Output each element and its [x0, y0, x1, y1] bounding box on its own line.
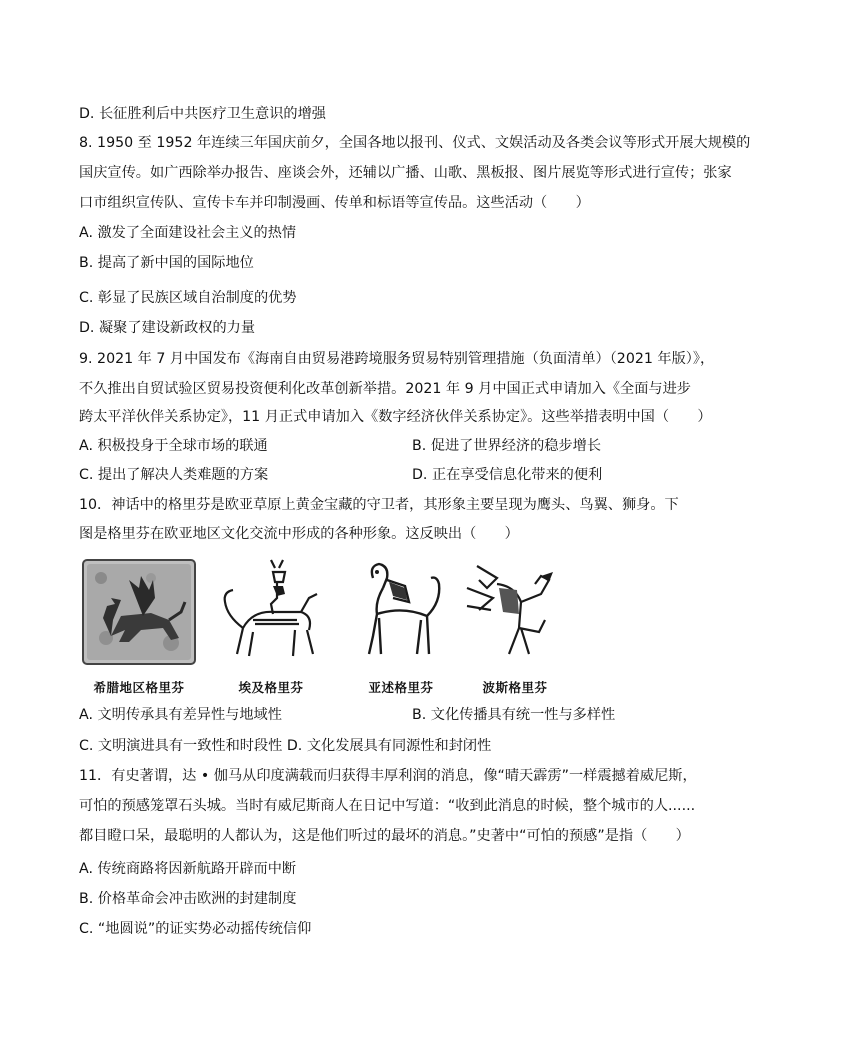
q7-option-d: D. 长征胜利后中共医疗卫生意识的增强 — [79, 106, 326, 122]
q8-stem-line-1: 8. 1950 至 1952 年连续三年国庆前夕，全国各地以报刊、仪式、文娱活动及各类会议等形式开展大规模的 — [79, 135, 751, 151]
q11-stem-line-3: 都目瞪口呆，最聪明的人都认为，这是他们听过的最坏的消息。”史著中“可怕的预感”是指（ ） — [79, 828, 690, 844]
q10-option-a: A. 文明传承具有差异性与地域性 — [79, 707, 282, 723]
q10-option-c-d: C. 文明演进具有一致性和时段性 D. 文化发展具有同源性和封闭性 — [79, 738, 492, 754]
q8-option-a: A. 激发了全面建设社会主义的热情 — [79, 225, 297, 241]
persian-griffin — [457, 558, 587, 698]
egyptian-griffin — [213, 558, 343, 698]
q9-stem-line-2: 不久推出自贸试验区贸易投资便利化改革创新举措。2021 年 9 月中国正式申请加入《全面与进步 — [79, 381, 691, 397]
q8-option-d: D. 凝聚了建设新政权的力量 — [79, 320, 256, 336]
q11-stem-line-1: 11．有史著谓，达 • 伽马从印度满载而归获得丰厚利润的消息，像“晴天霹雳”一样震撼着威尼斯， — [79, 768, 697, 784]
q11-stem-line-2: 可怕的预感笼罩石头城。当时有威尼斯商人在日记中写道：“收到此消息的时候，整个城市的人...... — [79, 798, 696, 814]
q10-option-b: B. 文化传播具有统一性与多样性 — [412, 707, 616, 723]
greek-griffin — [81, 558, 211, 698]
q8-option-c: C. 彰显了民族区域自治制度的优势 — [79, 290, 297, 306]
q8-stem-line-2: 国庆宣传。如广西除举办报告、座谈会外，还辅以广播、山歌、黑板报、图片展览等形式进行宣传；张家 — [79, 165, 732, 181]
q10-stem-line-1: 10．神话中的格里芬是欧亚草原上黄金宝藏的守卫者，其形象主要呈现为鹰头、鸟翼、狮身。下 — [79, 497, 679, 513]
q9-option-b: B. 促进了世界经济的稳步增长 — [412, 438, 602, 454]
q8-stem-line-3: 口市组织宣传队、宣传卡车并印制漫画、传单和标语等宣传品。这些活动（ ） — [79, 195, 590, 211]
egyptian-griffin-image — [213, 558, 329, 666]
q11-option-b: B. 价格革命会冲击欧洲的封建制度 — [79, 891, 297, 907]
caption-assyrian: 亚述格里芬 — [368, 680, 434, 695]
q9-stem-line-1: 9. 2021 年 7 月中国发布《海南自由贸易港跨境服务贸易特别管理措施（负面清单）（2021 年版）》， — [79, 351, 715, 367]
q9-stem-line-3: 跨太平洋伙伴关系协定》，11 月正式申请加入《数字经济伙伴关系协定》。这些举措表明中国（ ） — [79, 409, 712, 425]
q9-option-a: A. 积极投身于全球市场的联通 — [79, 438, 268, 454]
q11-option-a: A. 传统商路将因新航路开辟而中断 — [79, 861, 297, 877]
griffin-figure — [79, 558, 559, 698]
assyrian-griffin-image — [343, 558, 459, 666]
caption-greek: 希腊地区格里芬 — [93, 680, 185, 695]
caption-egyptian: 埃及格里芬 — [238, 680, 304, 695]
greek-griffin-image — [81, 558, 197, 666]
assyrian-griffin — [343, 558, 473, 698]
q9-option-d: D. 正在享受信息化带来的便利 — [412, 467, 603, 483]
persian-griffin-image — [457, 558, 573, 666]
q10-stem-line-2: 图是格里芬在欧亚地区文化交流中形成的各种形象。这反映出（ ） — [79, 526, 519, 542]
q11-option-c: C. “地圆说”的证实势必动摇传统信仰 — [79, 921, 312, 937]
q8-option-b: B. 提高了新中国的国际地位 — [79, 255, 254, 271]
caption-persian: 波斯格里芬 — [482, 680, 548, 695]
q9-option-c: C. 提出了解决人类难题的方案 — [79, 467, 269, 483]
